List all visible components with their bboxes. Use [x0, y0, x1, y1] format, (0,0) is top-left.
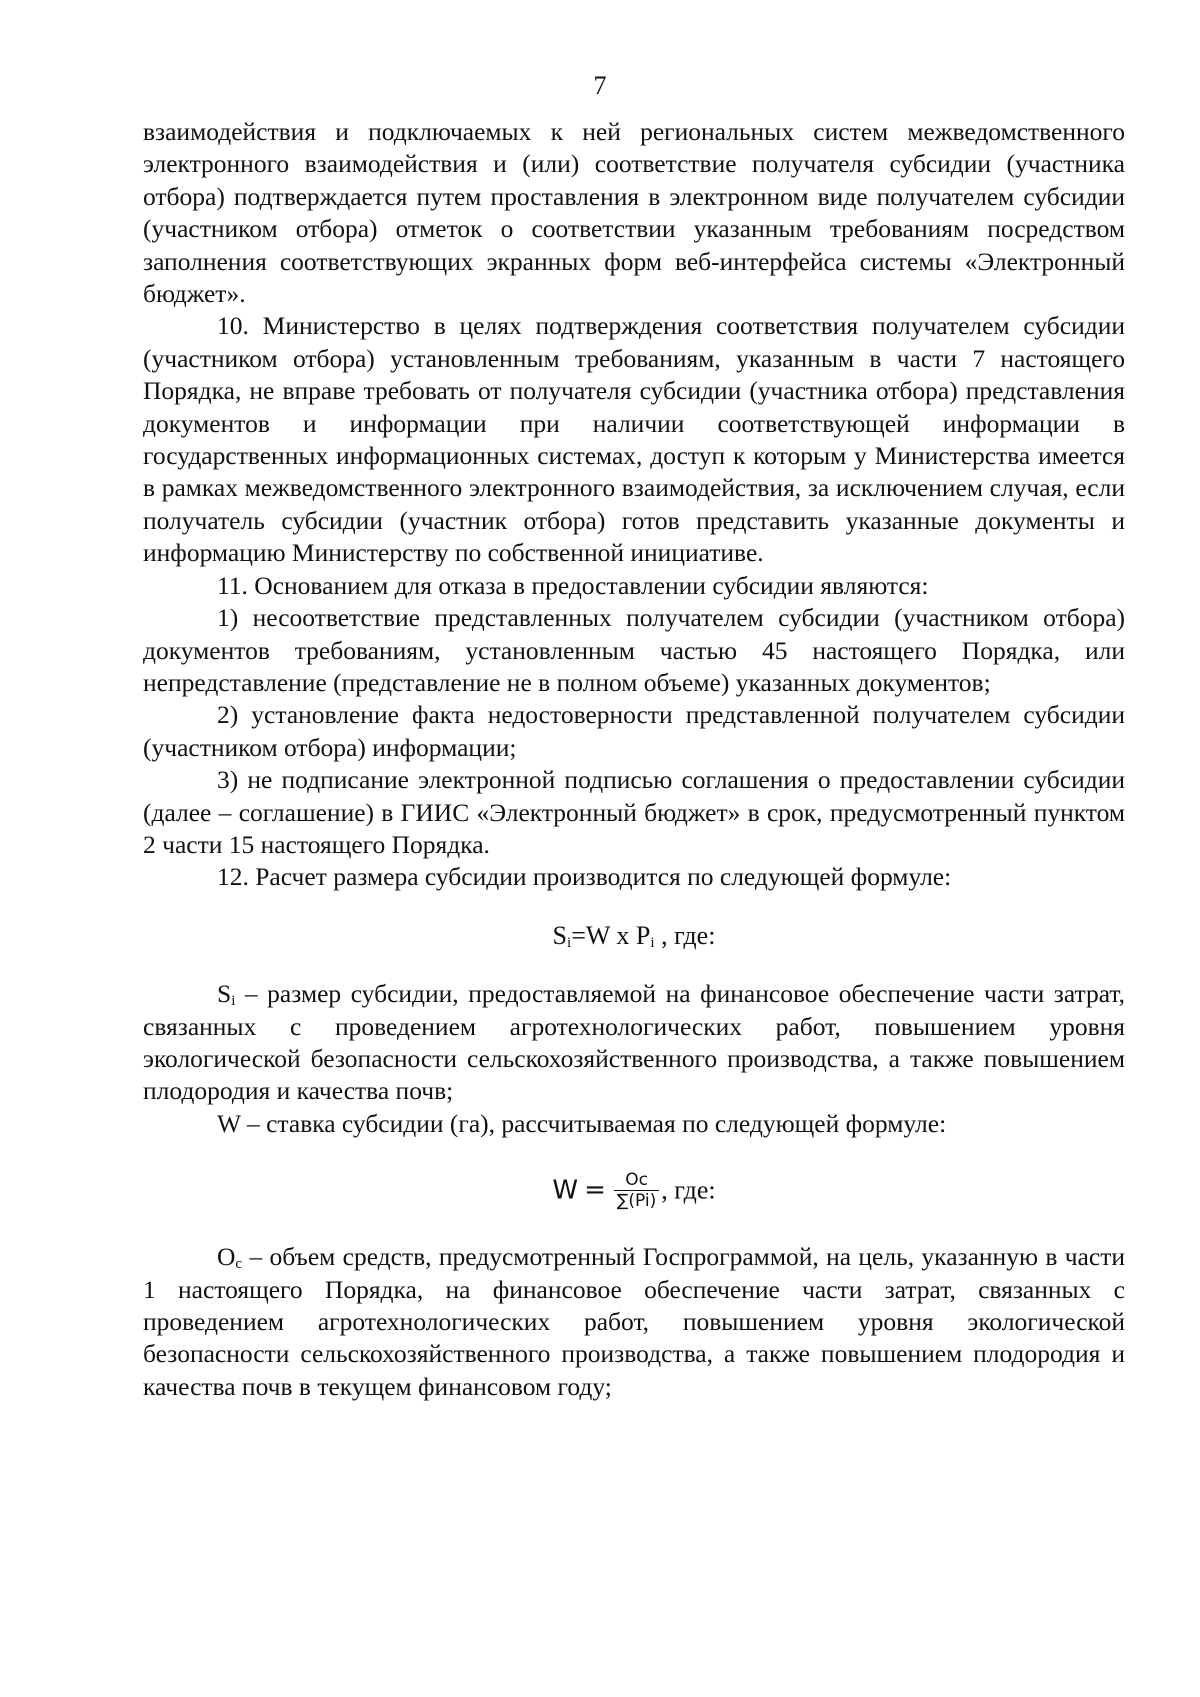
rate-formula-lhs: W: [552, 1175, 579, 1206]
rate-formula-fraction: [614, 1170, 659, 1211]
rate-formula-numerator: Oc: [614, 1170, 659, 1191]
definition-oc-symbol: O: [217, 1242, 236, 1272]
paragraph-11: 11. Основанием для отказа в предоставлении субсидии являются:: [217, 570, 929, 600]
formula-s-symbol: S: [552, 920, 568, 950]
formula-p-subscript: i: [650, 934, 655, 951]
definition-oc: [143, 1241, 1125, 1403]
paragraph-12: 12. Расчет размера субсидии производится по следующей формуле:: [217, 862, 952, 892]
rate-formula: [143, 1140, 1125, 1241]
definition-s-symbol: S: [217, 979, 232, 1009]
definition-oc-text: – объем средств, предусмотренный Госпрограммой, на цель, указанную в части 1 настоящего Порядка, на финансовое обеспечение части затрат, связанных с проведением агротехнологических работ, повышением уровня экологической безопасности сельскохозяйственного производства, а также повышением плодородия и качества почв в текущем финансовом году;: [143, 1242, 1125, 1401]
rate-formula-equals: =: [584, 1175, 606, 1206]
paragraph-continuation: взаимодействия и подключаемых к ней региональных систем межведомственного электронного взаимодействия и (или) соответствие получателя субсидии (участника отбора) подтверждается путем проставления в электронном виде получателем субсидии (участником отбора) отметок о соответствии указанным требованиям посредством заполнения соответствующих экранных форм веб-интерфейса системы «Электронный бюджет».: [143, 117, 1125, 309]
paragraph-11-item-2: 2) установление факта недостоверности представленной получателем субсидии (участником отбора) информации;: [143, 700, 1125, 762]
paragraph-11-item-3: 3) не подписание электронной подписью соглашения о предоставлении субсидии (далее – соглашение) в ГИИС «Электронный бюджет» в срок, предусмотренный пунктом 2 части 15 настоящего Порядка.: [143, 765, 1125, 859]
formula-middle: =W x P: [571, 920, 651, 950]
definition-s: [143, 978, 1125, 1108]
definition-oc-subscript: c: [235, 1256, 243, 1273]
paragraph-10: 10. Министерство в целях подтверждения соответствия получателем субсидии (участником отбора) установленным требованиям, указанным в части 7 настоящего Порядка, не вправе требовать от получателя субсидии (участника отбора) представления документов и информации при наличии соответствующей информации в государственных информационных системах, доступ к которым у Министерства имеется в рамках межведомственного электронного взаимодействия, за исключением случая, если получатель субсидии (участник отбора) готов представить указанные документы и информацию Министерству по собственной инициативе.: [143, 311, 1125, 568]
definition-s-text: – размер субсидии, предоставляемой на финансовое обеспечение части затрат, связанных с проведением агротехнологических работ, повышением уровня экологической безопасности сельскохозяйственного производства, а также повышением плодородия и качества почв;: [143, 979, 1125, 1106]
paragraph-11-item-1: 1) несоответствие представленных получателем субсидии (участником отбора) документов требованиям, установленным частью 45 настоящего Порядка, или непредставление (представление не в полном объеме) указанных документов;: [143, 603, 1125, 697]
subsidy-formula: [143, 894, 1125, 978]
document-body: [143, 116, 1125, 1403]
rate-formula-denominator: ∑(Pi): [616, 1191, 657, 1212]
rate-formula-tail: , где:: [661, 1175, 716, 1205]
formula-tail: , где:: [654, 920, 716, 950]
formula-s-subscript: i: [567, 934, 572, 951]
definition-w: W – ставка субсидии (га), рассчитываемая по следующей формуле:: [217, 1108, 947, 1138]
definition-s-subscript: i: [231, 993, 236, 1010]
page-number: 7: [593, 71, 607, 100]
